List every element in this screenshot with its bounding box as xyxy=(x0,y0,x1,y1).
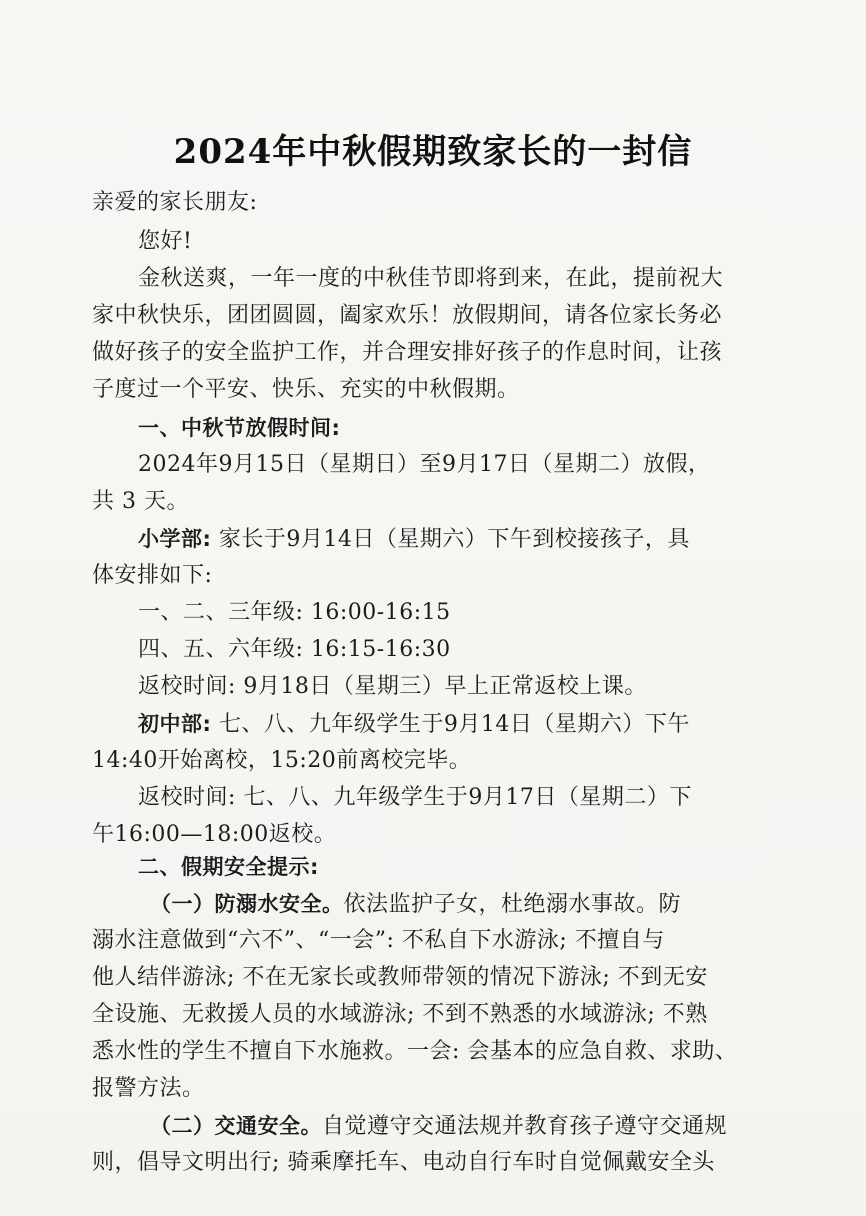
junior-label: 初中部: xyxy=(138,712,212,736)
junior-return-2: 午16:00—18:00返校。 xyxy=(92,822,337,847)
water-safety-label: （一）防溺水安全。 xyxy=(150,892,344,916)
water-safety-line-2: 溺水注意做到“六不”、“一会”: 不私自下水游泳; 不擅自与 xyxy=(92,928,665,953)
section-2-heading: 二、假期安全提示: xyxy=(138,855,319,879)
water-safety-line-4: 全设施、无救援人员的水域游泳; 不到不熟悉的水域游泳; 不熟 xyxy=(92,1002,708,1027)
primary-text-2: 体安排如下: xyxy=(92,563,213,588)
primary-text: 家长于9月14日（星期六）下午到校接孩子，具 xyxy=(218,527,690,552)
traffic-safety-line-2: 则，倡导文明出行; 骑乘摩托车、电动自行车时自觉佩戴安全头 xyxy=(92,1150,715,1175)
grade-4-6-time: 四、五、六年级: 16:15-16:30 xyxy=(138,637,451,662)
holiday-dates-line-2: 共 3 天。 xyxy=(92,489,189,514)
junior-return: 返校时间: 七、八、九年级学生于9月17日（星期二）下 xyxy=(138,785,692,810)
water-safety-line-3: 他人结伴游泳; 不在无家长或教师带领的情况下游泳; 不到无安 xyxy=(92,965,708,990)
section-1-heading: 一、中秋节放假时间: xyxy=(138,416,341,440)
water-safety-paragraph xyxy=(150,890,681,919)
traffic-safety-paragraph xyxy=(150,1112,727,1141)
greeting: 您好! xyxy=(138,229,193,254)
junior-text-2: 14:40开始离校，15:20前离校完毕。 xyxy=(92,748,472,773)
traffic-safety-text: 自觉遵守交通法规并教育孩子遵守交通规 xyxy=(322,1114,728,1139)
holiday-dates-line-1: 2024年9月15日（星期日）至9月17日（星期二）放假， xyxy=(138,452,711,477)
water-safety-text: 依法监护子女，杜绝溺水事故。防 xyxy=(343,892,682,917)
page-title: 2024年中秋假期致家长的一封信 xyxy=(173,132,693,172)
water-safety-line-5: 悉水性的学生不擅自下水施救。一会: 会基本的应急自救、求助、 xyxy=(92,1039,738,1064)
salutation: 亲爱的家长朋友: xyxy=(92,190,258,215)
intro-line-2: 家中秋快乐，团团圆圆，阖家欢乐！放假期间，请各位家长务必 xyxy=(92,303,723,328)
primary-label: 小学部: xyxy=(138,527,212,551)
junior-text: 七、八、九年级学生于9月14日（星期六）下午 xyxy=(218,712,690,737)
grade-1-3-time: 一、二、三年级: 16:00-16:15 xyxy=(138,600,451,625)
water-safety-line-6: 报警方法。 xyxy=(92,1076,205,1101)
junior-paragraph xyxy=(138,710,690,739)
intro-line-4: 子度过一个平安、快乐、充实的中秋假期。 xyxy=(92,377,520,402)
traffic-safety-label: （二）交通安全。 xyxy=(150,1114,322,1138)
intro-line-1: 金秋送爽，一年一度的中秋佳节即将到来，在此，提前祝大 xyxy=(138,266,724,291)
intro-line-3: 做好孩子的安全监护工作，并合理安排好孩子的作息时间，让孩 xyxy=(92,340,723,365)
primary-return: 返校时间: 9月18日（星期三）早上正常返校上课。 xyxy=(138,674,647,699)
primary-paragraph xyxy=(138,525,690,554)
